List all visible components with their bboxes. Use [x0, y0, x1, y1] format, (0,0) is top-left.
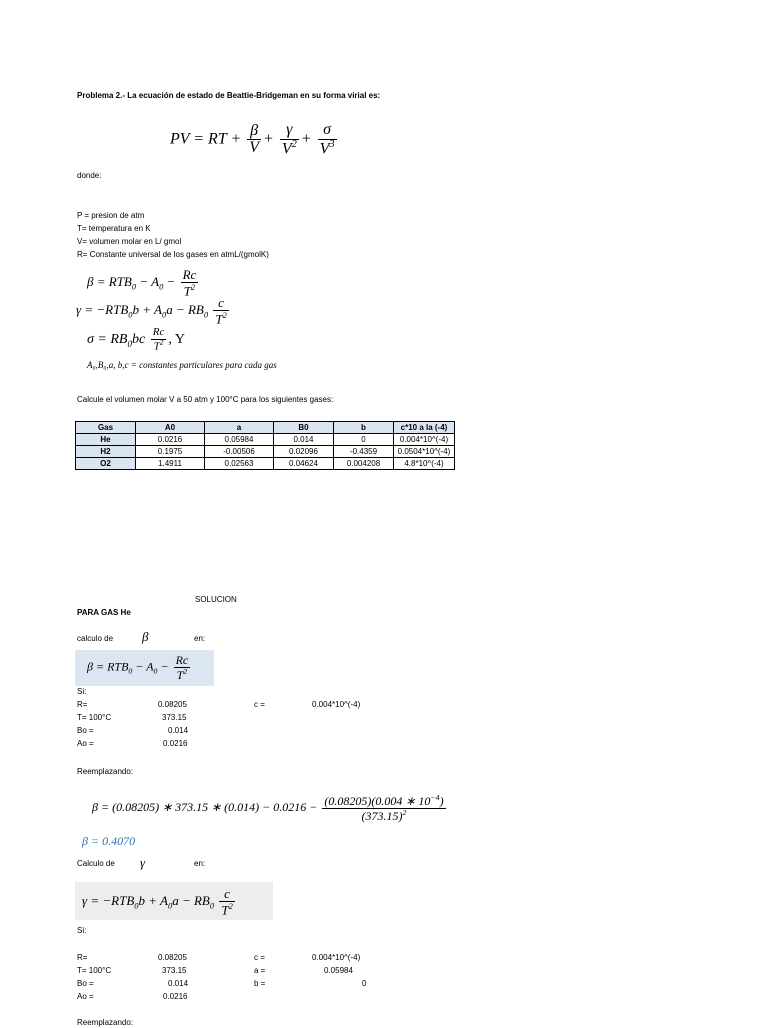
- definition-v: V= volumen molar en L/ gmol: [77, 237, 182, 246]
- var2-r-value: 0.08205: [158, 953, 187, 962]
- var-bo-value: 0.014: [168, 726, 189, 735]
- var2-c-label: c =: [254, 953, 265, 962]
- donde-label: donde:: [77, 171, 102, 180]
- table-cell: 1.4911: [136, 458, 205, 470]
- beta-result: β = 0.4070: [82, 834, 136, 848]
- table-cell: 0: [334, 434, 394, 446]
- var2-b-label: b =: [254, 979, 266, 988]
- header-b: b: [334, 422, 394, 434]
- var-c-value: 0.004*10^(-4): [312, 700, 361, 709]
- beta-formula: $\beta = RTB_0 - A_0$ − $\frac{Rc}{T^2}$: [87, 653, 189, 682]
- definition-r: R= Constante universal de los gases en atmL/(gmolK): [77, 250, 269, 259]
- table-cell: O2: [76, 458, 136, 470]
- var2-t-value: 373.15: [162, 966, 187, 975]
- calc-beta-en: en:: [194, 634, 206, 643]
- definition-p: P = presion de atm: [77, 211, 145, 220]
- var-r-label: R=: [77, 700, 88, 709]
- table-cell: H2: [76, 446, 136, 458]
- header-a0: A0: [136, 422, 205, 434]
- table-cell: 0.0216: [136, 434, 205, 446]
- table-cell: 0.014: [274, 434, 334, 446]
- si-label-2: Si:: [77, 926, 87, 935]
- table-cell: 0.0504*10^(-4): [394, 446, 455, 458]
- table-cell: 0.02563: [205, 458, 274, 470]
- table-row: [76, 434, 455, 446]
- var-t-label: T= 100°C: [77, 713, 112, 722]
- var-ao-label: Ao =: [77, 739, 94, 748]
- table-cell: 0.04624: [274, 458, 334, 470]
- task-statement: Calcule el volumen molar V a 50 atm y 100°C para los siguientes gases:: [77, 395, 334, 404]
- table-cell: 0.05984: [205, 434, 274, 446]
- table-header-row: [76, 422, 455, 434]
- table-row: [76, 458, 455, 470]
- var2-ao-value: 0.0216: [163, 992, 188, 1001]
- table-cell: 0.004208: [334, 458, 394, 470]
- calc-gamma-label: Calculo de: [77, 859, 115, 868]
- si-label: Si:: [77, 687, 87, 696]
- var2-a-label: a =: [254, 966, 266, 975]
- gamma-formula: $\gamma = -RTB_0b + A_0a - RB_0$ $\frac{c}{T^2}$: [82, 886, 233, 917]
- var-t-value: 373.15: [162, 713, 187, 722]
- var-c-label: c =: [254, 700, 265, 709]
- gamma-equation: $\gamma = -RTB_0b + A_0a - RB_0$ $\frac{c}{T^2}$: [76, 295, 227, 326]
- var2-r-label: R=: [77, 953, 88, 962]
- beta-equation: $\beta = RTB_0 - A_0$ − $\frac{Rc}{T^2}$: [87, 267, 197, 298]
- solucion-heading: SOLUCION: [195, 595, 237, 604]
- main-equation-lhs: PV = RT +: [170, 130, 242, 148]
- table-cell: He: [76, 434, 136, 446]
- header-a: a: [205, 422, 274, 434]
- table-cell: 0.1975: [136, 446, 205, 458]
- para-gas-heading: PARA GAS He: [77, 608, 131, 617]
- sigma-equation: $\sigma = RB_0bc$ $\frac{Rc}{T^2}$ , Y: [87, 326, 185, 353]
- reemplazando-label-2: Reemplazando:: [77, 1018, 134, 1027]
- calc-gamma-en: en:: [194, 859, 206, 868]
- reemplazando-label: Reemplazando:: [77, 767, 134, 776]
- gas-constants-table: [75, 421, 455, 470]
- var2-b-value: 0: [362, 979, 367, 988]
- calc-gamma-symbol: γ: [140, 855, 146, 870]
- table-cell: -0.00506: [205, 446, 274, 458]
- constants-note: A₀,B₀,a, b,c = constantes particulares para cada gas: [87, 360, 277, 370]
- calc-beta-symbol: β: [142, 629, 149, 644]
- beta-substitution: β = (0.08205) ∗ 373.15 ∗ (0.014) − 0.0216 − $\frac{(0.08205)(0.004 ∗ 10^{-4})}{(373.15)^2}$: [92, 793, 444, 823]
- var2-bo-value: 0.014: [168, 979, 189, 988]
- table-row: [76, 446, 455, 458]
- calc-beta-label: calculo de: [77, 634, 114, 643]
- var2-ao-label: Ao =: [77, 992, 94, 1001]
- var2-c-value: 0.004*10^(-4): [312, 953, 361, 962]
- var-ao-value: 0.0216: [163, 739, 188, 748]
- header-b0: B0: [274, 422, 334, 434]
- var2-t-label: T= 100°C: [77, 966, 112, 975]
- definition-t: T= temperatura en K: [77, 224, 151, 233]
- beta-formula-box: [75, 650, 214, 686]
- header-c: c*10 a la (-4): [394, 422, 455, 434]
- main-equation: PV = RT + $\frac{\beta}{V}$ + $\frac{\gamma}{V^2}$ + $\frac{\sigma}{V^3}$: [170, 121, 335, 158]
- var-bo-label: Bo =: [77, 726, 94, 735]
- table-cell: 4.8*10^(-4): [394, 458, 455, 470]
- table-cell: 0.004*10^(-4): [394, 434, 455, 446]
- header-gas: Gas: [76, 422, 136, 434]
- problem-title: Problema 2.- La ecuación de estado de Beattie-Bridgeman en su forma virial es:: [77, 91, 381, 100]
- var-r-value: 0.08205: [158, 700, 187, 709]
- table-cell: 0.02096: [274, 446, 334, 458]
- gamma-formula-box: [75, 882, 273, 920]
- table-cell: -0.4359: [334, 446, 394, 458]
- var2-bo-label: Bo =: [77, 979, 94, 988]
- var2-a-value: 0.05984: [324, 966, 353, 975]
